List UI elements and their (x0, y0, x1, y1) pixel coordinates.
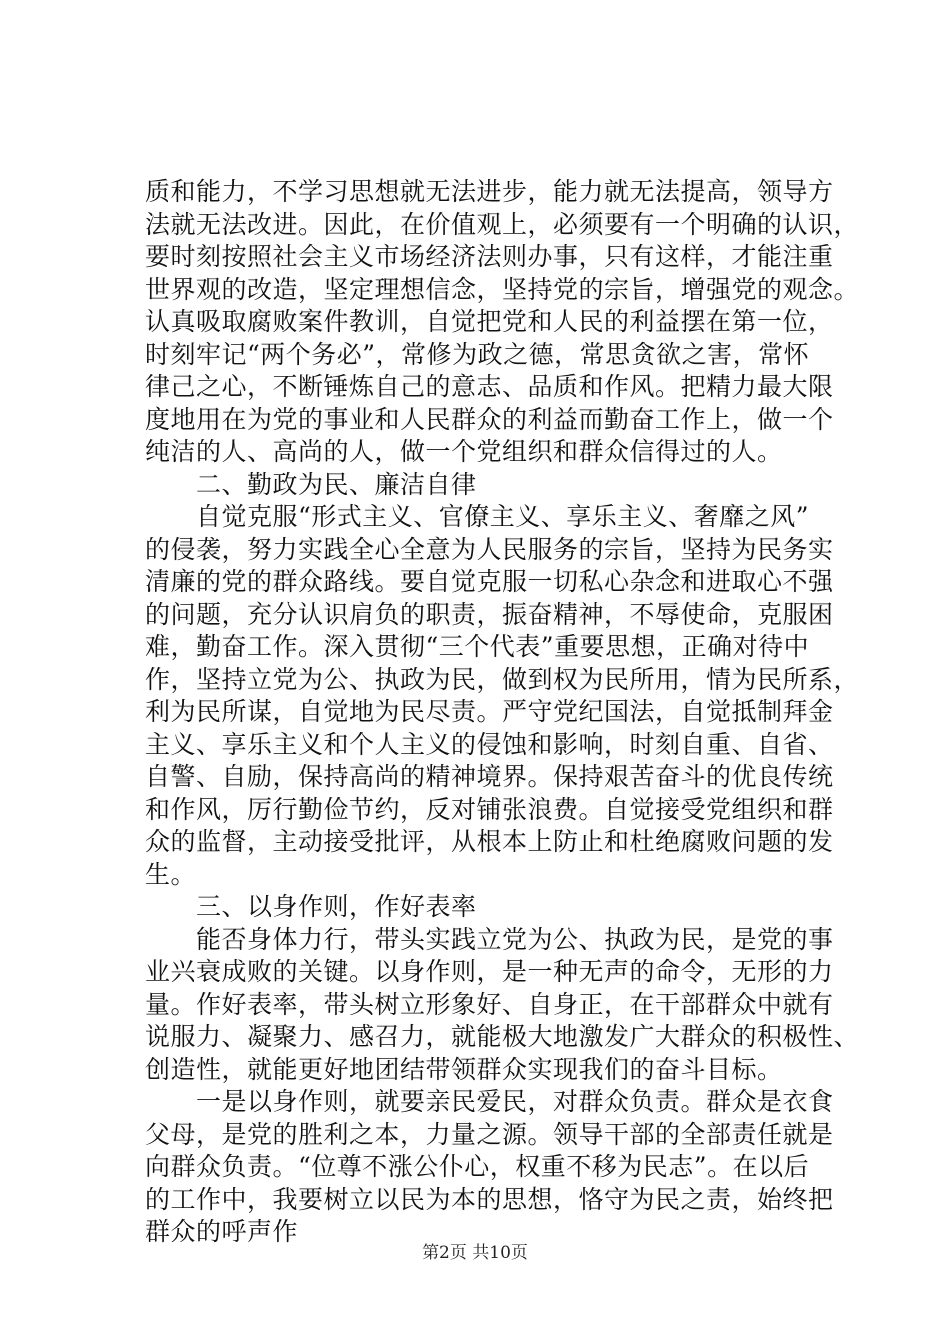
text-line: 能否身体力行，带头实践立党为公、执政为民，是党的事 (145, 924, 834, 954)
document-body (145, 176, 860, 1249)
text-line: 一是以身作则，就要亲民爱民，对群众负责。群众是衣食 (145, 1087, 834, 1116)
text-line: 创造性，就能更好地团结带领群众实现我们的奋斗目标。 (145, 1054, 783, 1084)
text-line: 法就无法改进。因此，在价值观上，必须要有一个明确的认识， (145, 209, 860, 239)
text-line: 业兴衰成败的关键。以身作则，是一种无声的命令，无形的力 (145, 957, 834, 986)
text-line: 自警、自励，保持高尚的精神境界。保持艰苦奋斗的优良传统 (145, 762, 834, 791)
text-line: 世界观的改造，坚定理想信念，坚持党的宗旨，增强党的观念。 (145, 274, 860, 304)
text-line: 二、勤政为民、廉洁自律 (145, 469, 477, 499)
text-line: 说服力、凝聚力、感召力，就能极大地激发广大群众的积极性、 (145, 1022, 860, 1051)
text-line: 的问题，充分认识肩负的职责，振奋精神，不辱使命，克服困 (145, 599, 834, 629)
text-line: 利为民所谋，自觉地为民尽责。严守党纪国法，自觉抵制拜金 (145, 697, 834, 726)
text-line: 要时刻按照社会主义市场经济法则办事，只有这样，才能注重 (145, 242, 834, 271)
text-line: 的工作中，我要树立以民为本的思想，恪守为民之责，始终把 (145, 1184, 834, 1214)
page-footer: 第2页 共10页 (422, 1243, 528, 1263)
text-line: 量。作好表率，带头树立形象好、自身正，在干部群众中就有 (145, 989, 834, 1019)
text-line: 时刻牢记“两个务必”，常修为政之德，常思贪欲之害，常怀 (145, 339, 810, 369)
text-line: 群众的呼声作 (145, 1217, 299, 1246)
text-line: 作，坚持立党为公、执政为民，做到权为民所用，情为民所系， (145, 664, 860, 694)
text-line: 的侵袭，努力实践全心全意为人民服务的宗旨，坚持为民务实 (145, 534, 834, 564)
text-line: 和作风，厉行勤俭节约，反对铺张浪费。自觉接受党组织和群 (145, 794, 834, 824)
text-line: 父母，是党的胜利之本，力量之源。领导干部的全部责任就是 (145, 1119, 834, 1149)
text-line: 度地用在为党的事业和人民群众的利益而勤奋工作上，做一个 (145, 404, 834, 434)
text-line: 众的监督，主动接受批评，从根本上防止和杜绝腐败问题的发 (145, 827, 834, 856)
text-line: 清廉的党的群众路线。要自觉克服一切私心杂念和进取心不强 (145, 567, 834, 596)
text-line: 认真吸取腐败案件教训，自觉把党和人民的利益摆在第一位， (145, 307, 834, 336)
text-line: 三、以身作则，作好表率 (145, 892, 477, 921)
text-line: 难，勤奋工作。深入贯彻“三个代表”重要思想，正确对待中 (145, 632, 810, 661)
text-line: 主义、享乐主义和个人主义的侵蚀和影响，时刻自重、自省、 (145, 729, 834, 759)
text-line: 自觉克服“形式主义、官僚主义、享乐主义、奢靡之风” (145, 502, 810, 531)
text-line: 向群众负责。“位尊不涨公仆心，权重不移为民志”。在以后 (145, 1152, 810, 1181)
text-line: 纯洁的人、高尚的人，做一个党组织和群众信得过的人。 (145, 437, 783, 466)
text-line: 质和能力，不学习思想就无法进步，能力就无法提高，领导方 (145, 177, 834, 206)
text-line: 律己之心，不断锤炼自己的意志、品质和作风。把精力最大限 (145, 372, 834, 401)
text-line: 生。 (145, 859, 197, 889)
